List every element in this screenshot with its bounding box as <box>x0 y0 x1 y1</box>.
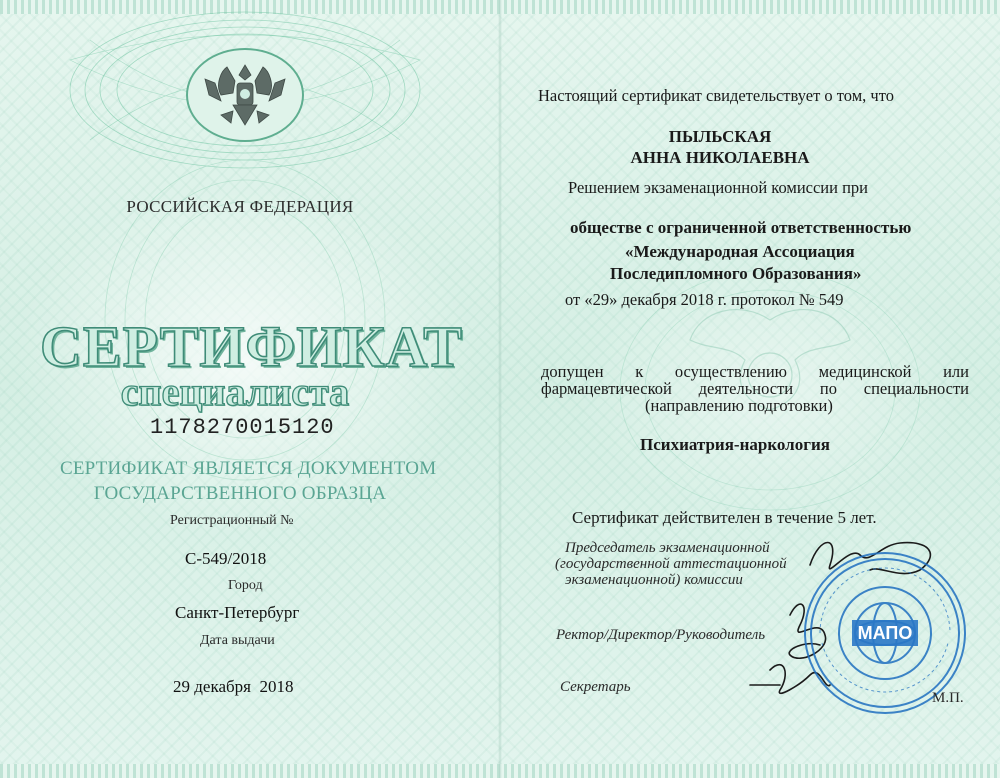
organization-line-1: обществе с ограниченной ответственностью <box>570 218 912 237</box>
holder-surname: ПЫЛЬСКАЯ <box>668 127 772 146</box>
rector-label: Ректор/Директор/Руководитель <box>556 627 766 643</box>
stamp-center-text: МАПО <box>857 623 913 643</box>
protocol-text: от «29» декабря 2018 г. протокол № 549 <box>565 290 844 309</box>
organization-line-2: «Международная Ассоциация <box>625 242 855 261</box>
city-label: Город <box>228 578 263 593</box>
specialty: Психиатрия-наркология <box>640 435 830 454</box>
page-fold <box>498 0 502 778</box>
certificate-number: 1178270015120 <box>150 415 335 440</box>
seal-mark: М.П. <box>932 690 964 706</box>
secretary-label: Секретарь <box>560 679 631 695</box>
certificate-title: СЕРТИФИКАТ <box>40 314 463 379</box>
holder-name: АННА НИКОЛАЕВНА <box>630 148 810 167</box>
admission-line-1: допущен к осуществлению медицинской или <box>541 362 969 381</box>
chairman-label-line-1: Председатель экзаменационной <box>565 540 770 556</box>
city-value: Санкт-Петербург <box>175 603 300 622</box>
country-name: РОССИЙСКАЯ ФЕДЕРАЦИЯ <box>126 197 354 216</box>
intro-text: Настоящий сертификат свидетельствует о том, что <box>538 86 894 105</box>
registration-label: Регистрационный № <box>170 513 294 528</box>
decision-text: Решением экзаменационной комиссии при <box>568 178 869 197</box>
admission-line-3: (направлению подготовки) <box>645 396 833 415</box>
document-status-line-1: СЕРТИФИКАТ ЯВЛЯЕТСЯ ДОКУМЕНТОМ <box>60 458 437 479</box>
issue-date-label: Дата выдачи <box>200 633 275 648</box>
issue-date-value: 29 декабря 2018 <box>173 677 294 696</box>
organization-line-3: Последипломного Образования» <box>610 264 862 283</box>
chairman-label-line-2: (государственной аттестационной <box>555 556 787 572</box>
registration-number: С-549/2018 <box>185 549 267 568</box>
certificate-subtitle: специалиста <box>120 369 350 414</box>
double-headed-eagle-emblem-icon <box>185 45 305 145</box>
admission-line-2: фармацевтической деятельности по специальности <box>541 379 969 398</box>
document-status-line-2: ГОСУДАРСТВЕННОГО ОБРАЗЦА <box>93 483 387 504</box>
validity-text: Сертификат действителен в течение 5 лет. <box>572 508 877 527</box>
chairman-label-line-3: экзаменационной) комиссии <box>565 572 743 588</box>
